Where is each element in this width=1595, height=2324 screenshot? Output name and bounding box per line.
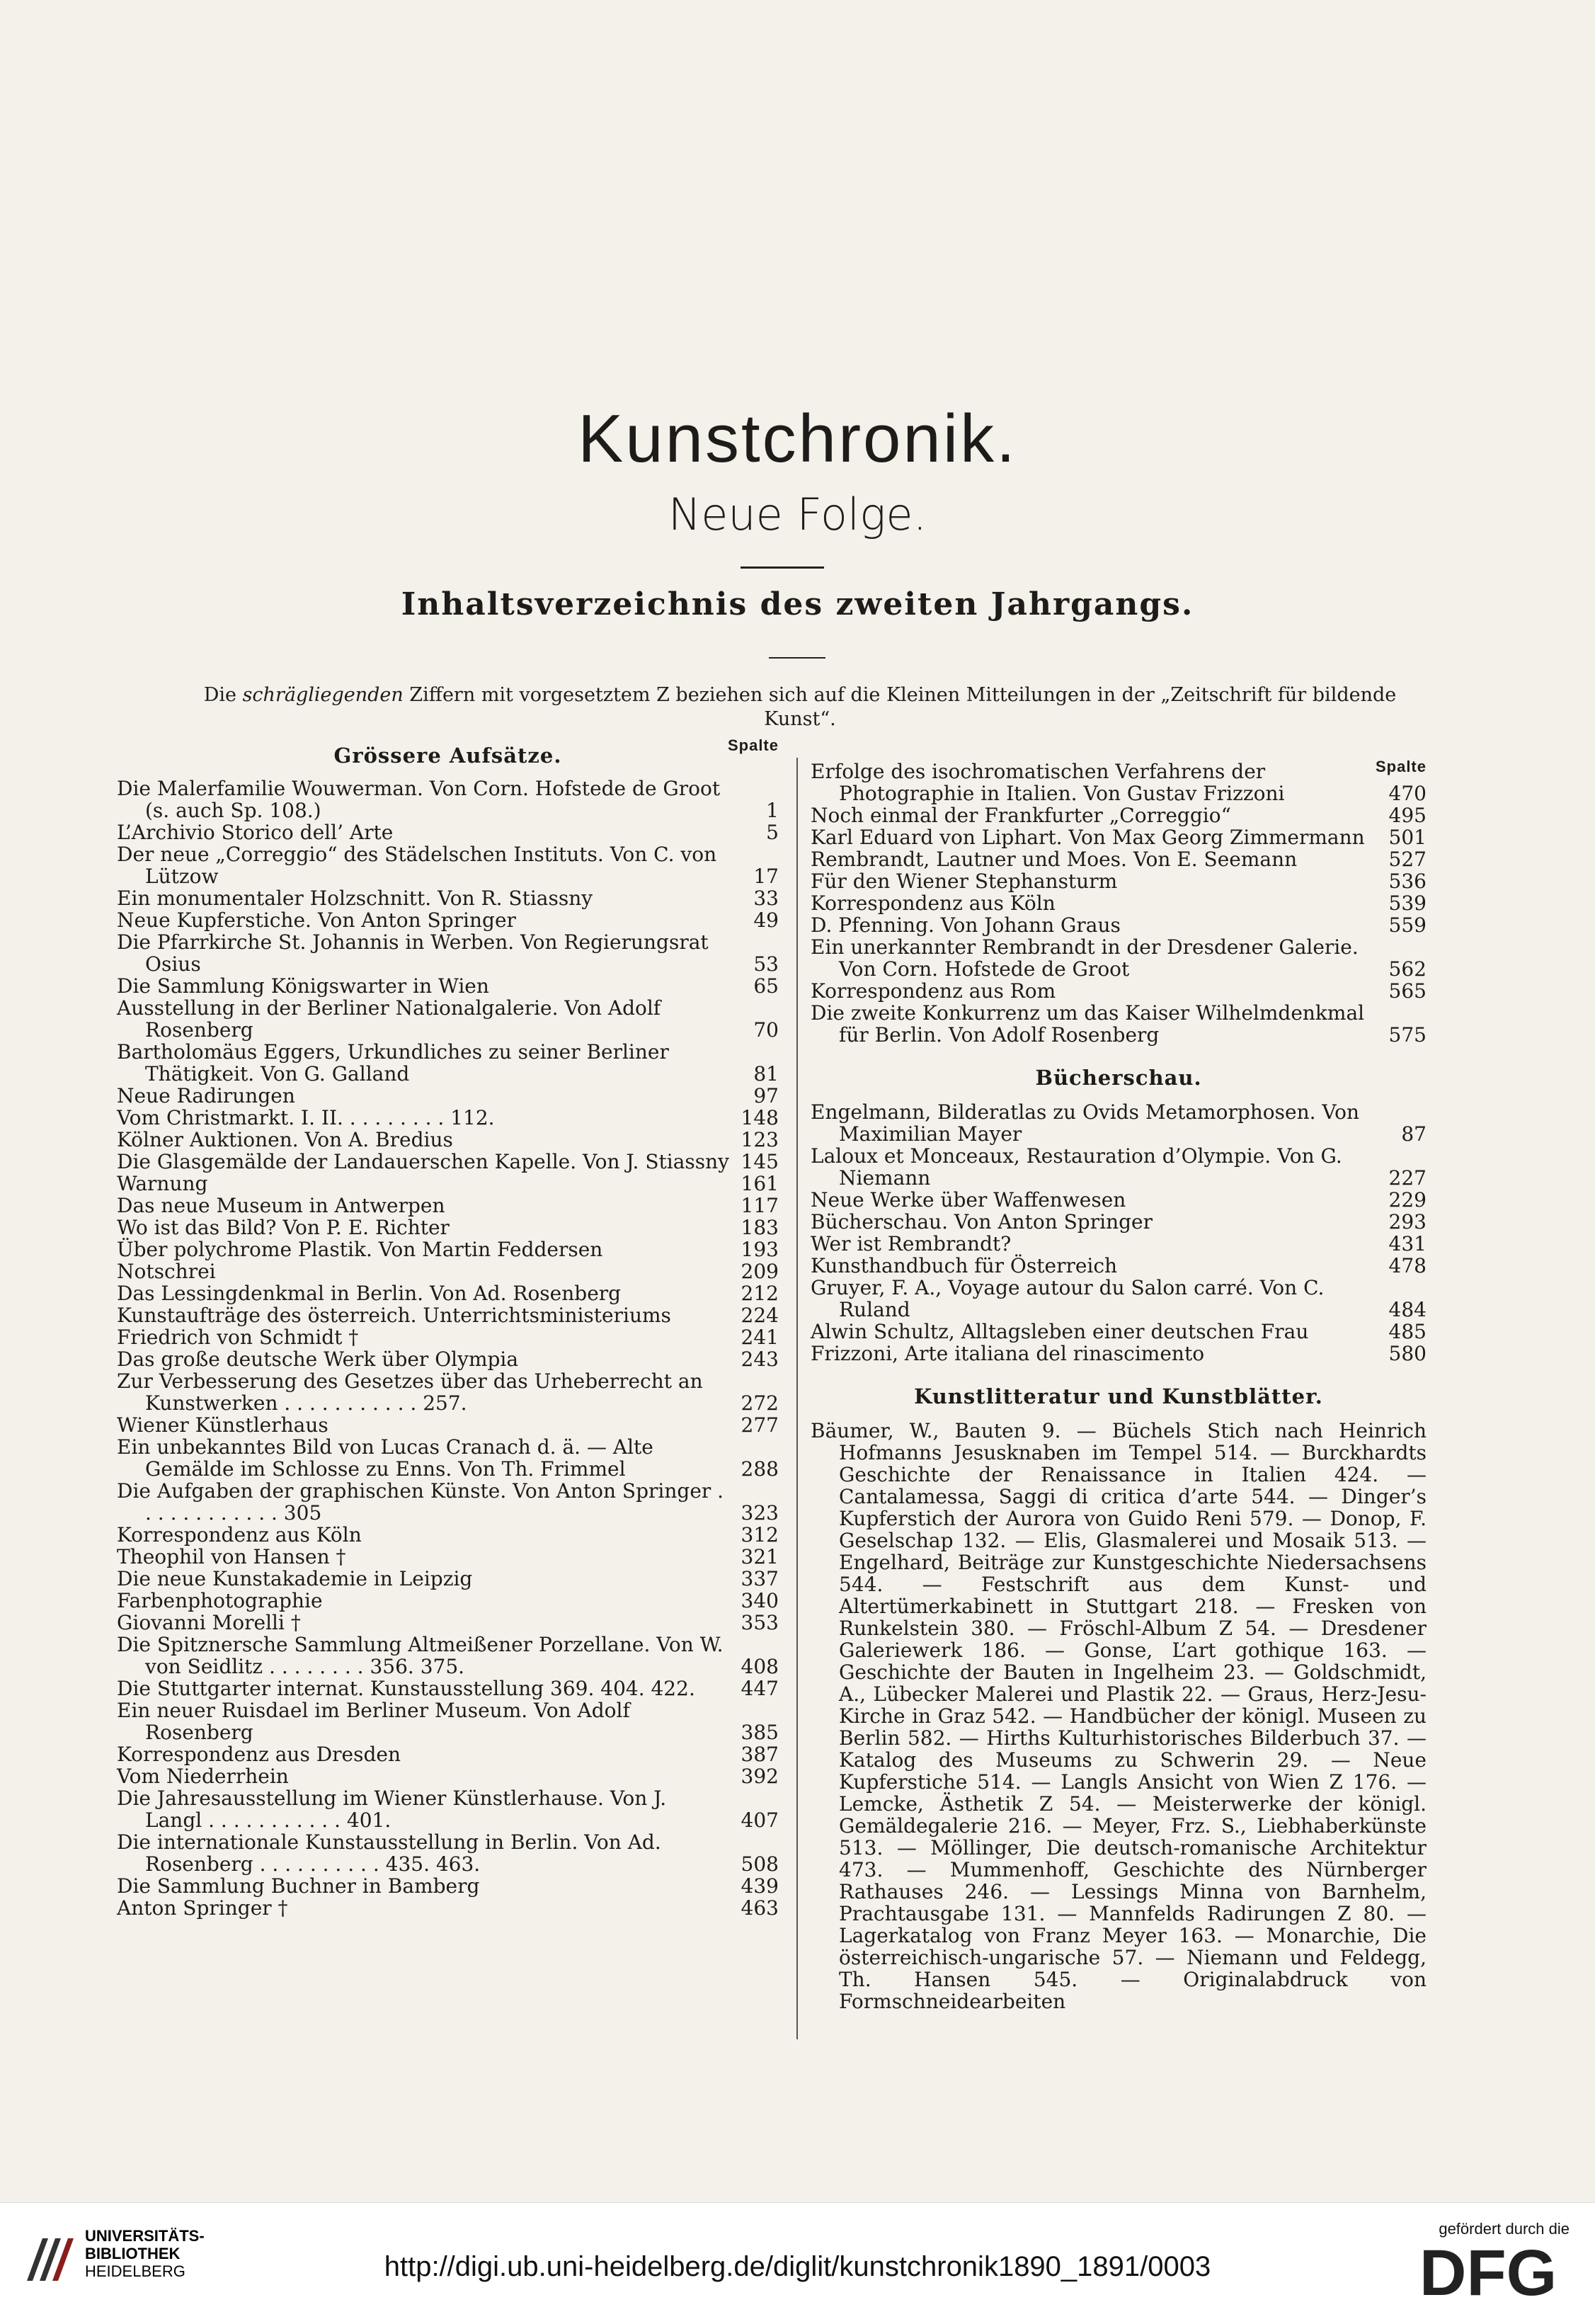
entry-title: D. Pfenning. Von Johann Graus bbox=[811, 913, 1121, 937]
left-column bbox=[117, 736, 779, 1920]
entry-title: Über polychrome Plastik. Von Martin Feddersen bbox=[117, 1238, 603, 1261]
journal-subtitle: Neue Folge. bbox=[668, 489, 927, 540]
right-column bbox=[811, 744, 1427, 2012]
contents-entry bbox=[117, 1151, 779, 1173]
entry-column-number: 183 bbox=[741, 1216, 779, 1239]
entry-title: Die neue Kunstakademie in Leipzig bbox=[117, 1567, 473, 1590]
entry-column-number: 463 bbox=[741, 1896, 779, 1920]
entry-column-number: 508 bbox=[741, 1852, 779, 1876]
entry-column-number: 559 bbox=[1388, 913, 1427, 937]
section-heading-literature: Kunstlitteratur und Kunstblätter. bbox=[914, 1384, 1323, 1408]
entry-title: Neue Werke über Waffenwesen bbox=[811, 1188, 1126, 1212]
entry-column-number: 145 bbox=[741, 1150, 779, 1173]
contents-entry bbox=[811, 936, 1427, 980]
entry-column-number: 288 bbox=[741, 1457, 779, 1481]
entry-title: Engelmann, Bilderatlas zu Ovids Metamorphosen. Von Maximilian Mayer bbox=[811, 1100, 1359, 1146]
contents-entry bbox=[117, 1260, 779, 1282]
contents-entry bbox=[811, 980, 1427, 1002]
entry-title: Giovanni Morelli † bbox=[117, 1611, 301, 1634]
contents-entry bbox=[117, 1699, 779, 1743]
entry-title: Korrespondenz aus Dresden bbox=[117, 1743, 401, 1766]
entry-column-number: 321 bbox=[741, 1545, 779, 1568]
entry-title: Das große deutsche Werk über Olympia bbox=[117, 1348, 519, 1371]
entry-title: Laloux et Monceaux, Restauration d’Olympie. Von G. Niemann bbox=[811, 1144, 1342, 1190]
contents-entry bbox=[811, 892, 1427, 914]
contents-entry bbox=[811, 826, 1427, 848]
entry-title: Noch einmal der Frankfurter „Correggio“ bbox=[811, 804, 1231, 827]
contents-entry bbox=[117, 997, 779, 1041]
contents-entry bbox=[117, 1787, 779, 1831]
contents-entry bbox=[117, 1370, 779, 1414]
entry-title: Das neue Museum in Antwerpen bbox=[117, 1194, 445, 1217]
contents-entry bbox=[117, 1897, 779, 1919]
entry-title: Das Lessingdenkmal in Berlin. Von Ad. Rosenberg bbox=[117, 1282, 622, 1305]
entry-column-number: 312 bbox=[741, 1523, 779, 1547]
entry-title: Die internationale Kunstausstellung in Berlin. Von Ad. Rosenberg . . . . . . . . . . 435. 463. bbox=[117, 1830, 661, 1876]
essay-list bbox=[117, 777, 779, 1919]
entry-column-number: 65 bbox=[753, 974, 779, 998]
entry-column-number: 501 bbox=[1388, 826, 1427, 849]
entry-column-number: 323 bbox=[741, 1501, 779, 1525]
entry-column-number: 447 bbox=[741, 1677, 779, 1700]
page-url[interactable]: http://digi.ub.uni-heidelberg.de/diglit/kunstchronik1890_1891/0003 bbox=[384, 2251, 1211, 2282]
entry-column-number: 229 bbox=[1388, 1188, 1427, 1212]
entry-title: Ausstellung in der Berliner Nationalgalerie. Von Adolf Rosenberg bbox=[117, 996, 661, 1042]
entry-title: Die Pfarrkirche St. Johannis in Werben. Von Regierungsrat Osius bbox=[117, 930, 709, 976]
entry-column-number: 243 bbox=[741, 1348, 779, 1371]
entry-column-number: 387 bbox=[741, 1743, 779, 1766]
entry-column-number: 277 bbox=[741, 1413, 779, 1437]
entry-title: Theophil von Hansen † bbox=[117, 1545, 346, 1568]
contents-entry bbox=[117, 1085, 779, 1107]
entry-title: Zur Verbesserung des Gesetzes über das Urheberrecht an Kunstwerken . . . . . . . . . . . 257. bbox=[117, 1369, 703, 1415]
entry-column-number: 209 bbox=[741, 1260, 779, 1283]
contents-entry bbox=[117, 1195, 779, 1217]
book-entry bbox=[811, 1233, 1427, 1255]
spalte-header bbox=[811, 744, 1427, 775]
contents-entry bbox=[117, 1875, 779, 1897]
entry-column-number: 117 bbox=[741, 1194, 779, 1217]
entry-column-number: 439 bbox=[741, 1874, 779, 1898]
entry-column-number: 227 bbox=[1388, 1166, 1427, 1190]
entry-title: Wo ist das Bild? Von P. E. Richter bbox=[117, 1216, 450, 1239]
entry-title: Der neue „Correggio“ des Städelschen Instituts. Von C. von Lützow bbox=[117, 843, 717, 888]
dfg-logo-icon bbox=[1419, 2240, 1575, 2303]
entry-column-number: 123 bbox=[741, 1128, 779, 1151]
contents-entry bbox=[117, 1612, 779, 1634]
book-entry bbox=[811, 1321, 1427, 1343]
entry-title: Notschrei bbox=[117, 1260, 216, 1283]
entry-column-number: 87 bbox=[1401, 1122, 1427, 1146]
contents-entry bbox=[117, 1414, 779, 1436]
entry-column-number: 17 bbox=[753, 865, 779, 888]
entry-column-number: 272 bbox=[741, 1391, 779, 1415]
entry-column-number: 340 bbox=[741, 1589, 779, 1612]
entry-column-number: 580 bbox=[1388, 1342, 1427, 1365]
entry-title: Alwin Schultz, Alltagsleben einer deutschen Frau bbox=[811, 1320, 1309, 1343]
entry-column-number: 565 bbox=[1388, 979, 1427, 1003]
entry-column-number: 293 bbox=[1388, 1210, 1427, 1234]
entry-title: Gruyer, F. A., Voyage autour du Salon carré. Von C. Ruland bbox=[811, 1276, 1325, 1321]
entry-title: Ein neuer Ruisdael im Berliner Museum. Von Adolf Rosenberg bbox=[117, 1699, 630, 1744]
entry-column-number: 484 bbox=[1388, 1298, 1427, 1321]
entry-title: L’Archivio Storico dell’ Arte bbox=[117, 821, 394, 844]
book-review-list bbox=[811, 1101, 1427, 1365]
entry-column-number: 97 bbox=[753, 1084, 779, 1107]
contents-entry bbox=[117, 1546, 779, 1568]
entry-column-number: 193 bbox=[741, 1238, 779, 1261]
entry-title: Kölner Auktionen. Von A. Bredius bbox=[117, 1128, 453, 1151]
contents-heading: Inhaltsverzeichnis des zweiten Jahrgangs. bbox=[401, 586, 1194, 622]
book-entry bbox=[811, 1277, 1427, 1321]
journal-title: Kunstchronik. bbox=[578, 401, 1017, 477]
footer-bar bbox=[0, 2202, 1595, 2324]
contents-entry bbox=[117, 1041, 779, 1085]
entry-column-number: 148 bbox=[741, 1106, 779, 1129]
entry-title: Die Spitznersche Sammlung Altmeißener Porzellane. Von W. von Seidlitz . . . . . . . . 356. 375. bbox=[117, 1633, 724, 1678]
contents-entry bbox=[117, 909, 779, 931]
entry-column-number: 495 bbox=[1388, 804, 1427, 827]
entry-title: Rembrandt, Lautner und Moes. Von E. Seemann bbox=[811, 848, 1298, 871]
contents-entry bbox=[811, 870, 1427, 892]
contents-entry bbox=[811, 804, 1427, 826]
contents-entry bbox=[811, 914, 1427, 936]
entry-column-number: 478 bbox=[1388, 1254, 1427, 1277]
entry-title: Ein monumentaler Holzschnitt. Von R. Stiassny bbox=[117, 887, 593, 910]
entry-title: Wer ist Rembrandt? bbox=[811, 1232, 1012, 1255]
contents-entry bbox=[117, 1765, 779, 1787]
contents-entry bbox=[811, 761, 1427, 804]
entry-column-number: 575 bbox=[1388, 1023, 1427, 1047]
contents-entry bbox=[117, 1524, 779, 1546]
heading-rule bbox=[769, 657, 825, 659]
contents-entry bbox=[117, 1348, 779, 1370]
spalte-label: Spalte bbox=[1375, 758, 1427, 775]
contents-entry bbox=[117, 975, 779, 997]
entry-column-number: 212 bbox=[741, 1282, 779, 1305]
contents-entry bbox=[117, 1129, 779, 1151]
entry-title: Vom Christmarkt. I. II. . . . . . . . . 112. bbox=[117, 1106, 495, 1129]
entry-title: Die Glasgemälde der Landauerschen Kapelle. Von J. Stiassny bbox=[117, 1150, 729, 1173]
entry-column-number: 536 bbox=[1388, 870, 1427, 893]
entry-title: Wiener Künstlerhaus bbox=[117, 1413, 328, 1437]
contents-entry bbox=[117, 1326, 779, 1348]
entry-title: Die Sammlung Königswarter in Wien bbox=[117, 974, 489, 998]
entry-title: Für den Wiener Stephansturm bbox=[811, 870, 1118, 893]
entry-title: Bartholomäus Eggers, Urkundliches zu seiner Berliner Thätigkeit. Von G. Galland bbox=[117, 1040, 669, 1086]
book-entry bbox=[811, 1211, 1427, 1233]
entry-column-number: 485 bbox=[1388, 1320, 1427, 1343]
contents-entry bbox=[117, 1590, 779, 1612]
entry-column-number: 431 bbox=[1388, 1232, 1427, 1255]
entry-column-number: 1 bbox=[766, 799, 779, 822]
contents-entry bbox=[117, 1743, 779, 1765]
entry-title: Karl Eduard von Liphart. Von Max Georg Zimmermann bbox=[811, 826, 1365, 849]
entry-title: Farbenphotographie bbox=[117, 1589, 323, 1612]
svg-text:DFG: DFG bbox=[1419, 2240, 1557, 2303]
contents-entry bbox=[117, 1107, 779, 1129]
contents-entry bbox=[117, 1568, 779, 1590]
entry-column-number: 408 bbox=[741, 1655, 779, 1678]
entry-column-number: 53 bbox=[753, 952, 779, 976]
entry-title: Korrespondenz aus Köln bbox=[117, 1523, 362, 1547]
book-entry bbox=[811, 1189, 1427, 1211]
book-entry bbox=[811, 1145, 1427, 1189]
entry-title: Die Jahresausstellung im Wiener Künstlerhause. Von J. Langl . . . . . . . . . . . 401. bbox=[117, 1787, 667, 1832]
section-heading-books: Bücherschau. bbox=[1035, 1066, 1202, 1090]
contents-entry bbox=[117, 1831, 779, 1875]
contents-entry bbox=[117, 1480, 779, 1524]
entry-title: Anton Springer † bbox=[117, 1896, 288, 1920]
entry-title: Ein unbekanntes Bild von Lucas Cranach d. ä. — Alte Gemälde im Schlosse zu Enns. Von Th. Frimmel bbox=[117, 1435, 653, 1481]
contents-entry bbox=[117, 777, 779, 821]
entry-column-number: 33 bbox=[753, 887, 779, 910]
entry-column-number: 562 bbox=[1388, 957, 1427, 981]
contents-entry bbox=[117, 1634, 779, 1678]
entry-title: Neue Radirungen bbox=[117, 1084, 295, 1107]
entry-title: Korrespondenz aus Köln bbox=[811, 892, 1056, 915]
entry-column-number: 81 bbox=[753, 1062, 779, 1086]
contents-entry bbox=[117, 1436, 779, 1480]
entry-title: Kunsthandbuch für Österreich bbox=[811, 1254, 1118, 1277]
entry-title: Friedrich von Schmidt † bbox=[117, 1326, 359, 1349]
contents-entry bbox=[117, 1217, 779, 1238]
entry-column-number: 241 bbox=[741, 1326, 779, 1349]
contents-entry bbox=[811, 848, 1427, 870]
entry-title: Die Aufgaben der graphischen Künste. Von Anton Springer . . . . . . . . . . . . 305 bbox=[117, 1479, 724, 1525]
entry-title: Warnung bbox=[117, 1172, 208, 1195]
entry-title: Kunstaufträge des österreich. Unterrichtsministeriums bbox=[117, 1304, 671, 1327]
entry-title: Die Malerfamilie Wouwerman. Von Corn. Hofstede de Groot (s. auch Sp. 108.) bbox=[117, 777, 721, 822]
contents-entry bbox=[117, 887, 779, 909]
entry-column-number: 539 bbox=[1388, 892, 1427, 915]
entry-title: Korrespondenz aus Rom bbox=[811, 979, 1056, 1003]
entry-title: Ein unerkannter Rembrandt in der Dresdener Galerie. Von Corn. Hofstede de Groot bbox=[811, 935, 1359, 981]
book-entry bbox=[811, 1101, 1427, 1145]
library-name: UNIVERSITÄTS- BIBLIOTHEK HEIDELBERG bbox=[85, 2227, 205, 2280]
entry-title: Die zweite Konkurrenz um das Kaiser Wilhelmdenkmal für Berlin. Von Adolf Rosenberg bbox=[811, 1001, 1365, 1047]
entry-title: Vom Niederrhein bbox=[117, 1765, 289, 1788]
spalte-label: Spalte bbox=[727, 736, 779, 754]
entry-column-number: 527 bbox=[1388, 848, 1427, 871]
entry-title: Die Sammlung Buchner in Bamberg bbox=[117, 1874, 480, 1898]
section-heading-essays: Grössere Aufsätze. Spalte bbox=[333, 736, 779, 768]
entry-column-number: 5 bbox=[766, 821, 779, 844]
entry-column-number: 353 bbox=[741, 1611, 779, 1634]
intro-note: Die schrägliegenden Ziffern mit vorgesetztem Z beziehen sich auf die Kleinen Mitteilungen in der „Zeitschrift für bildende Kunst“. bbox=[203, 684, 1397, 730]
contents-entry bbox=[117, 843, 779, 887]
entry-title: Die Stuttgarter internat. Kunstausstellung 369. 404. 422. bbox=[117, 1677, 695, 1700]
literature-paragraph: Bäumer, W., Bauten 9. — Büchels Stich nach Heinrich Hofmanns Jesusknaben im Tempel 514. — Burckhardts Geschichte der Renaissance in Italien 424. — Cantalamessa, Saggi di critica d’arte 544. — Dinger’s Kupferstich der Aurora von Guido Reni 579. — Donop, F. Geselschap 132. — Elis, Glasmalerei und Mosaik 513. — Engelhard, Beiträge zur Kunstgeschichte Niedersachsens 544. — Festschrift aus dem Kunst- und Altertümerkabinett in Stuttgart 218. — Fresken von Runkelstein 380. — Fröschl-Album Z 54. — Dresdener Galeriewerk 186. — Gonse, L’art gothique 163. — Geschichte der Bauten in Ingelheim 23. — Goldschmidt, A., Lübecker Malerei und Plastik 22. — Graus, Herz-Jesu-Kirche in Graz 542. — Handbücher der königl. Museen zu Berlin 582. — Hirths Kulturhistorisches Bilderbuch 37. — Katalog des Museums zu Schwerin 29. — Neue Kupferstiche 514. — Langls Ansicht von Wien Z 176. — Lemcke, Ästhetik Z 54. — Meisterwerke der königl. Gemäldegalerie 216. — Meyer, Frz. S., Liebhaberkünste 513. — Möllinger, Die deutsch-romanische Architektur 473. — Mummenhoff, Geschichte des Nürnberger Rathauses 246. — Lessings Minna von Barnhelm, Prachtausgabe 131. — Mannfelds Radirungen Z 80. — Lagerkatalog von Franz Meyer 163. — Monarchie, Die österreichisch-ungarische 57. — Niemann und Feldegg, Th. Hansen 545. — Originalabdruck von Formschneidearbeiten bbox=[811, 1419, 1427, 2013]
book-entry bbox=[811, 1255, 1427, 1277]
contents-entry bbox=[117, 1678, 779, 1699]
book-entry bbox=[811, 1343, 1427, 1365]
title-rule bbox=[741, 566, 824, 569]
entry-title: Bücherschau. Von Anton Springer bbox=[811, 1210, 1153, 1234]
entry-column-number: 161 bbox=[741, 1172, 779, 1195]
contents-entry bbox=[117, 1304, 779, 1326]
contents-entry bbox=[117, 931, 779, 975]
entry-column-number: 470 bbox=[1388, 782, 1427, 805]
entry-column-number: 224 bbox=[741, 1304, 779, 1327]
funding-caption: gefördert durch die bbox=[1439, 2220, 1570, 2238]
contents-entry bbox=[117, 1282, 779, 1304]
entry-column-number: 385 bbox=[741, 1721, 779, 1744]
entry-column-number: 70 bbox=[753, 1018, 779, 1042]
entry-column-number: 49 bbox=[753, 908, 779, 932]
entry-title: Frizzoni, Arte italiana del rinascimento bbox=[811, 1342, 1205, 1365]
contents-entry bbox=[811, 1002, 1427, 1046]
contents-entry bbox=[117, 1173, 779, 1195]
column-divider bbox=[796, 758, 798, 2039]
entry-title: Erfolge des isochromatischen Verfahrens der Photographie in Italien. Von Gustav Frizzoni bbox=[811, 760, 1285, 805]
entry-column-number: 337 bbox=[741, 1567, 779, 1590]
entry-column-number: 407 bbox=[741, 1808, 779, 1832]
essay-list-continued bbox=[811, 761, 1427, 1046]
contents-entry bbox=[117, 1238, 779, 1260]
entry-column-number: 392 bbox=[741, 1765, 779, 1788]
contents-entry bbox=[117, 821, 779, 843]
entry-title: Neue Kupferstiche. Von Anton Springer bbox=[117, 908, 516, 932]
